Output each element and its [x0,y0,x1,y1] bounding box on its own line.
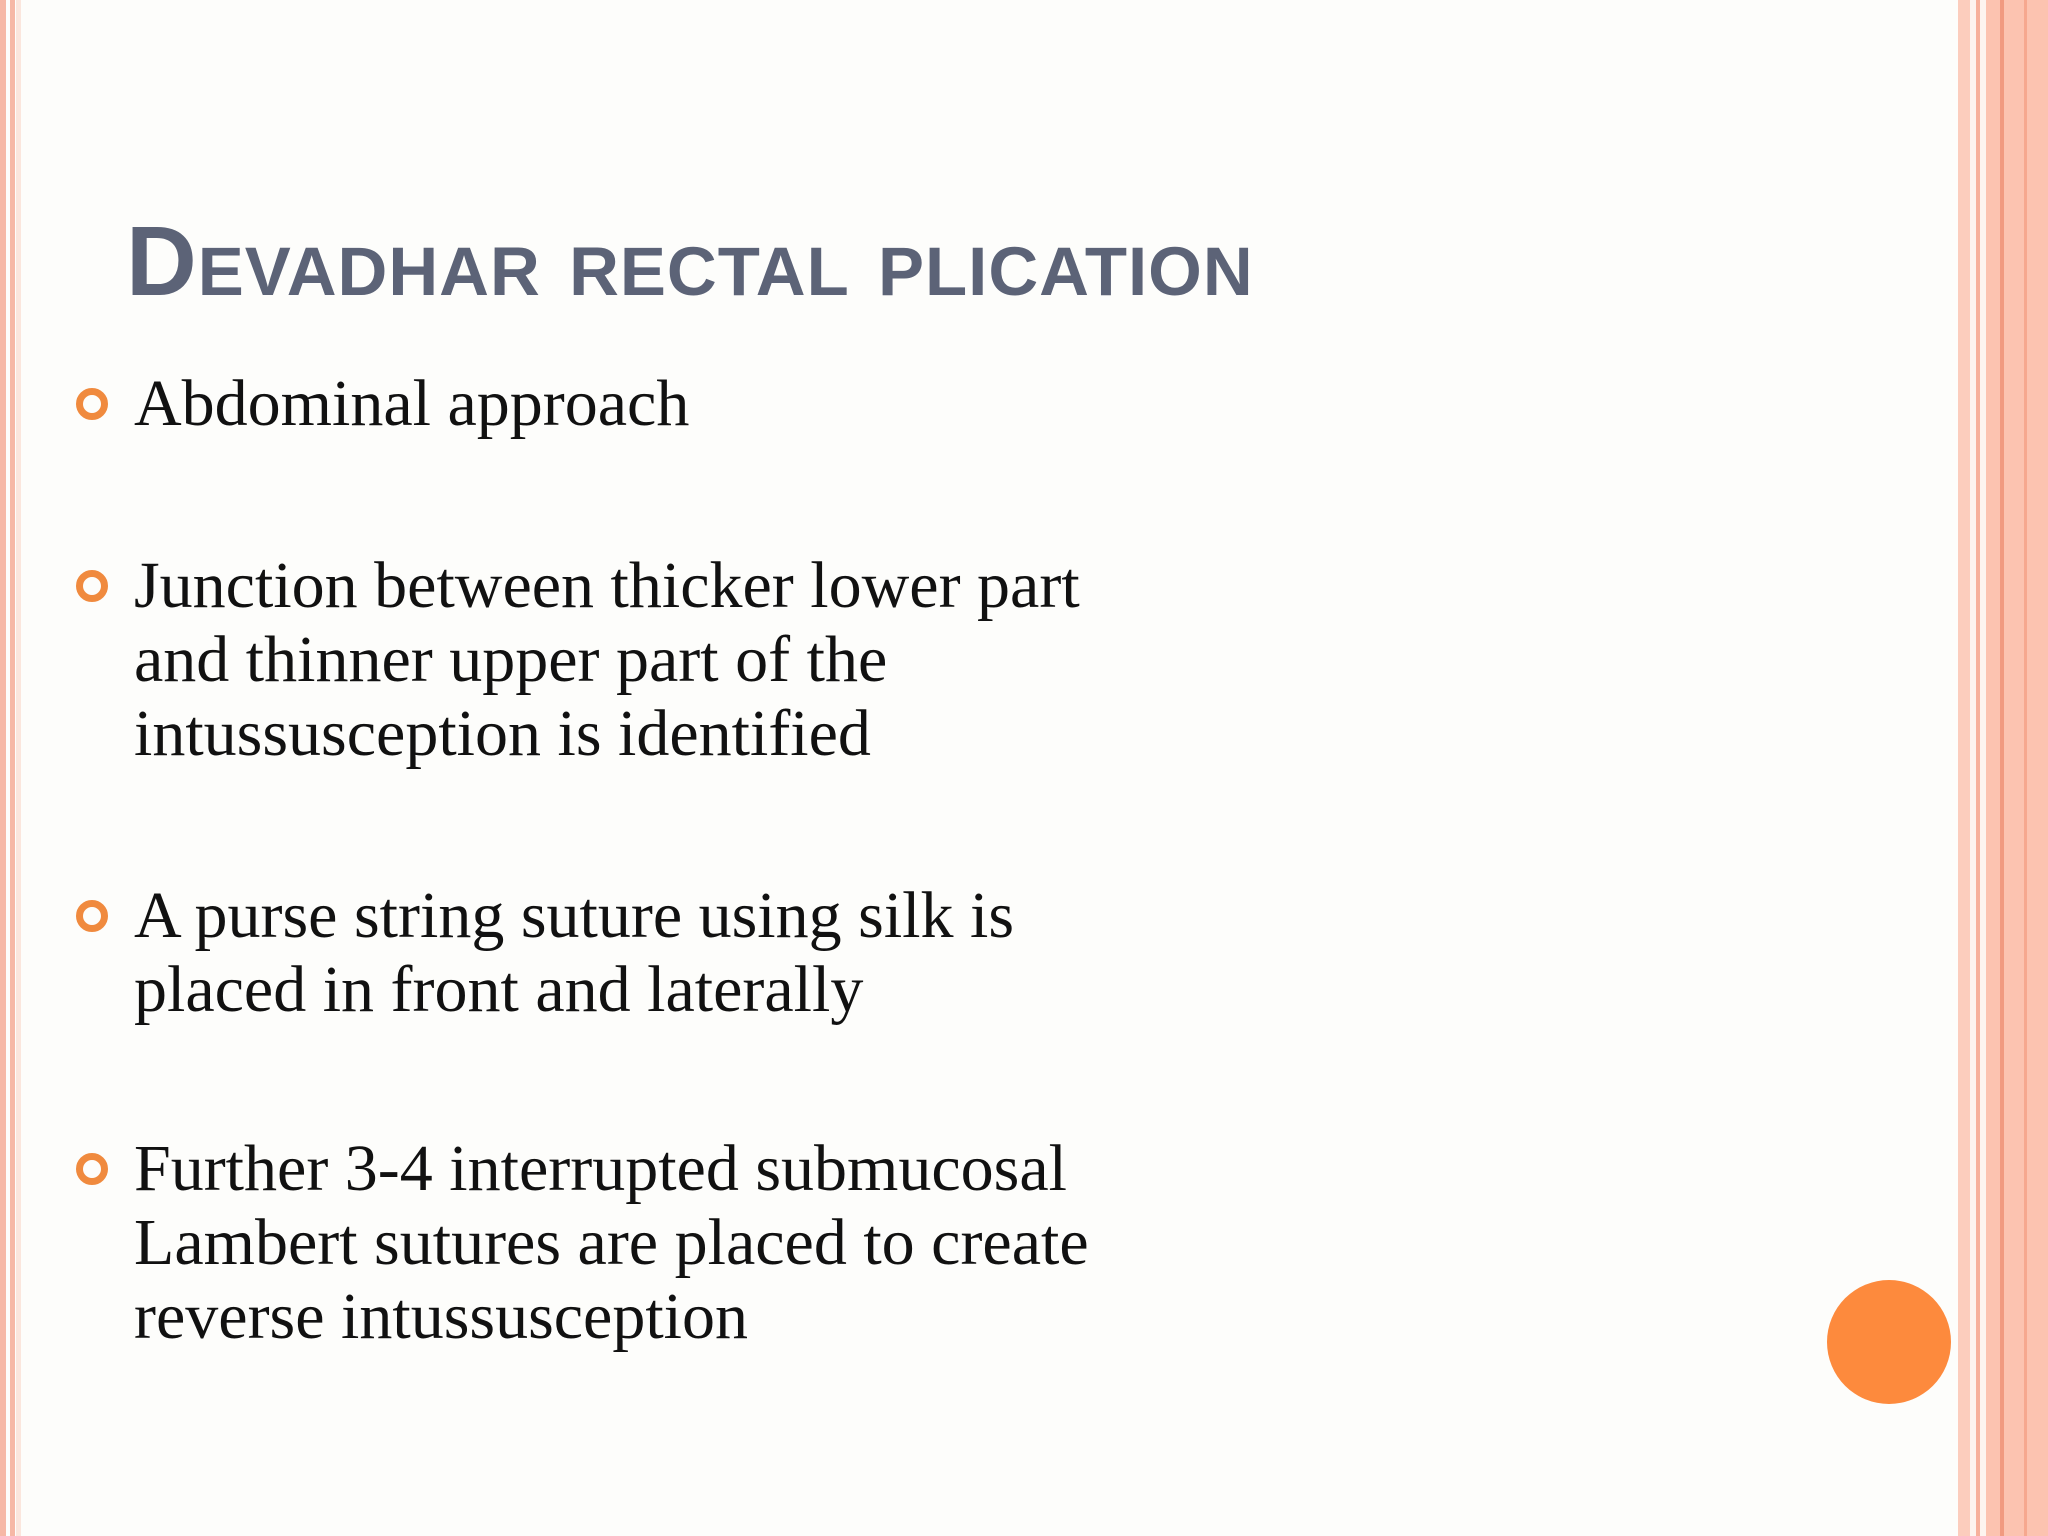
right-edge-stripe [1958,0,1970,1536]
bullet-line: Further 3-4 interrupted submucosal [134,1132,1067,1205]
hollow-circle-icon [76,900,108,932]
bullet-text [134,367,1274,441]
hollow-circle-icon [76,388,108,420]
right-edge-stripe [2024,0,2027,1536]
hollow-circle-icon [76,570,108,602]
decorative-orange-dot [1827,1280,1951,1404]
right-edge-stripe [1986,0,2048,1536]
bullet-text [134,1132,1274,1354]
bullet-line: intussusception is identified [134,697,871,770]
bullet-line: Lambert sutures are placed to create [134,1206,1089,1279]
right-edge-stripe [2000,0,2004,1536]
bullet-line: placed in front and laterally [134,953,864,1026]
bullet-line: reverse intussusception [134,1280,749,1353]
hollow-circle-icon [76,1153,108,1185]
bullet-line: Junction between thicker lower part [134,549,1080,622]
slide-title: Devadhar rectal plication [126,206,1254,316]
bullet-line: Abdominal approach [134,367,690,440]
bullet-line: A purse string suture using silk is [134,879,1015,952]
bullet-line: and thinner upper part of the [134,623,888,696]
bullet-text [134,549,1274,771]
bullet-text [134,879,1274,1027]
